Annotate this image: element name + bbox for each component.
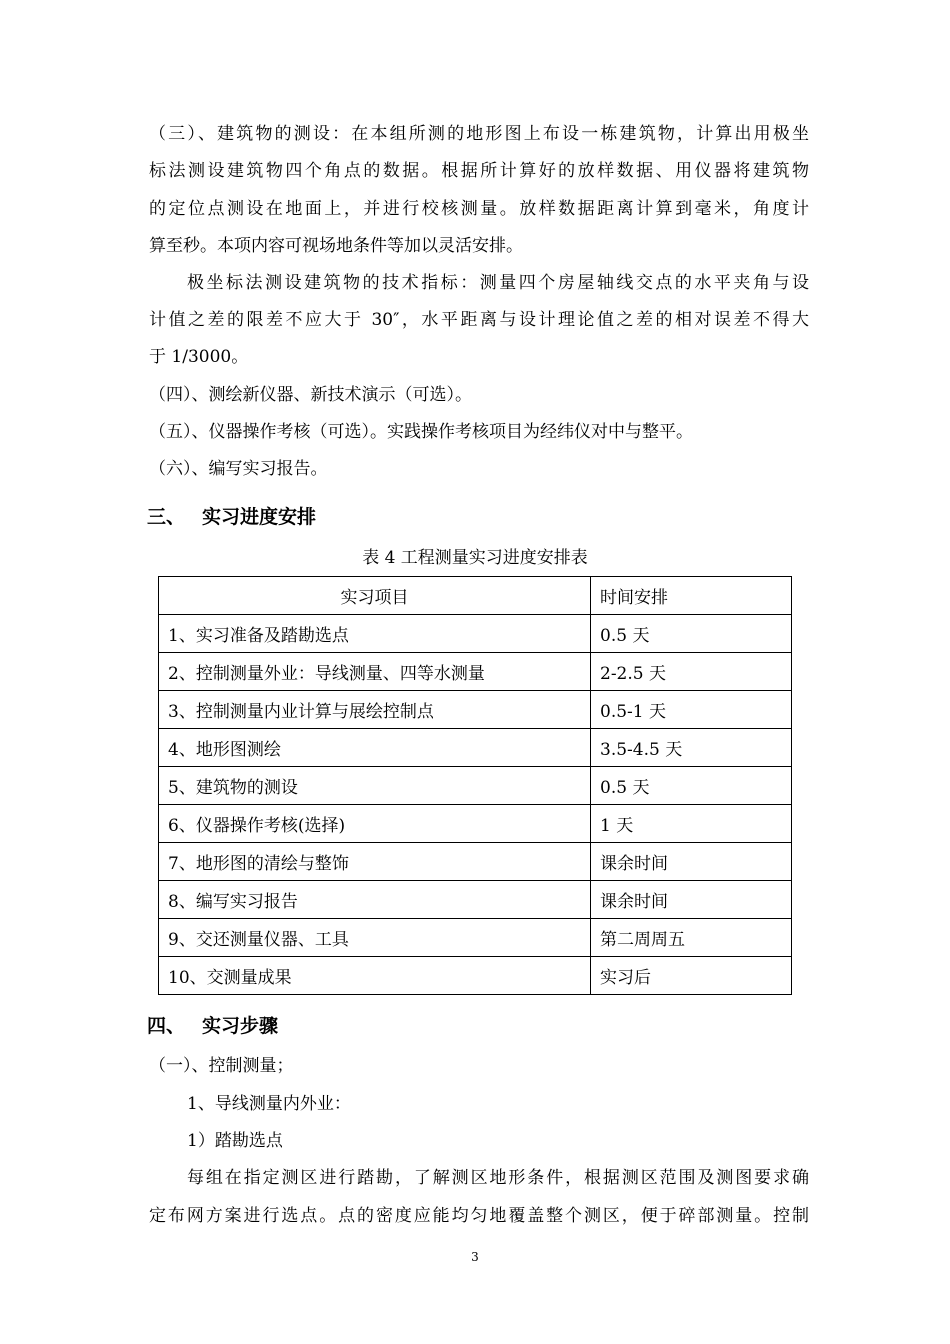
table-row [159,615,792,653]
table-cell: 7、地形图的清绘与整饰 [159,843,591,881]
table-cell: 1 天 [591,805,792,843]
table-row [159,843,792,881]
table-cell: 2-2.5 天 [591,653,792,691]
table-row [159,919,792,957]
subsection-heading: 1）踏勘选点 [187,1131,283,1151]
paragraph-line: 算至秒。本项内容可视场地条件等加以灵活安排。 [149,236,523,256]
table-cell: 6、仪器操作考核(选择) [159,805,591,843]
paragraph-line: 于 1/3000。 [149,347,249,367]
table-row [159,957,792,995]
table-cell: 0.5 天 [591,615,792,653]
list-item: （四）、测绘新仪器、新技术演示（可选）。 [149,385,472,405]
paragraph-line: 定布网方案进行选点。点的密度应能均匀地覆盖整个测区，便于碎部测量。控制 [149,1206,809,1226]
table-row [159,653,792,691]
subsection-heading: 1、导线测量内外业： [187,1094,351,1114]
table-header-cell: 实习项目 [159,577,591,615]
table-cell: 第二周周五 [591,919,792,957]
table-cell: 课余时间 [591,881,792,919]
heading-title: 实习步骤 [202,1015,279,1037]
table-cell: 课余时间 [591,843,792,881]
table-header-cell: 时间安排 [591,577,792,615]
table-cell: 0.5 天 [591,767,792,805]
table-row [159,691,792,729]
table-cell: 10、交测量成果 [159,957,591,995]
table-header-row [159,577,792,615]
subsection-heading: （一）、控制测量； [149,1056,294,1076]
table-cell: 4、地形图测绘 [159,729,591,767]
table-row [159,767,792,805]
paragraph-line: 的定位点测设在地面上，并进行校核测量。放样数据距离计算到毫米，角度计 [149,199,809,219]
table-cell: 3.5-4.5 天 [591,729,792,767]
heading-title: 实习进度安排 [202,506,317,528]
heading-number: 四、 [147,1015,186,1037]
heading-number: 三、 [147,506,186,528]
table-row [159,805,792,843]
section-heading [147,1011,278,1038]
paragraph-line: （三）、建筑物的测设：在本组所测的地形图上布设一栋建筑物，计算出用极坐 [149,124,809,144]
table-cell: 5、建筑物的测设 [159,767,591,805]
table-cell: 9、交还测量仪器、工具 [159,919,591,957]
paragraph-line: 标法测设建筑物四个角点的数据。根据所计算好的放样数据、用仪器将建筑物 [149,161,809,181]
table-cell: 实习后 [591,957,792,995]
paragraph-line: 计值之差的限差不应大于 30″，水平距离与设计理论值之差的相对误差不得大 [149,310,809,330]
table-row [159,729,792,767]
section-heading [147,502,316,529]
paragraph-line: 每组在指定测区进行踏勘，了解测区地形条件，根据测区范围及测图要求确 [187,1168,809,1188]
table-caption: 表 4 工程测量实习进度安排表 [362,548,588,568]
paragraph-line: 极坐标法测设建筑物的技术指标：测量四个房屋轴线交点的水平夹角与设 [187,273,809,293]
list-item: （五）、仪器操作考核（可选）。实践操作考核项目为经纬仪对中与整平。 [149,422,693,442]
table-cell: 8、编写实习报告 [159,881,591,919]
table-cell: 0.5-1 天 [591,691,792,729]
schedule-table [158,576,792,995]
list-item: （六）、编写实习报告。 [149,459,328,479]
page-number: 3 [471,1250,479,1264]
table-cell: 3、控制测量内业计算与展绘控制点 [159,691,591,729]
table-row [159,881,792,919]
table-cell: 1、实习准备及踏勘选点 [159,615,591,653]
table-cell: 2、控制测量外业：导线测量、四等水测量 [159,653,591,691]
